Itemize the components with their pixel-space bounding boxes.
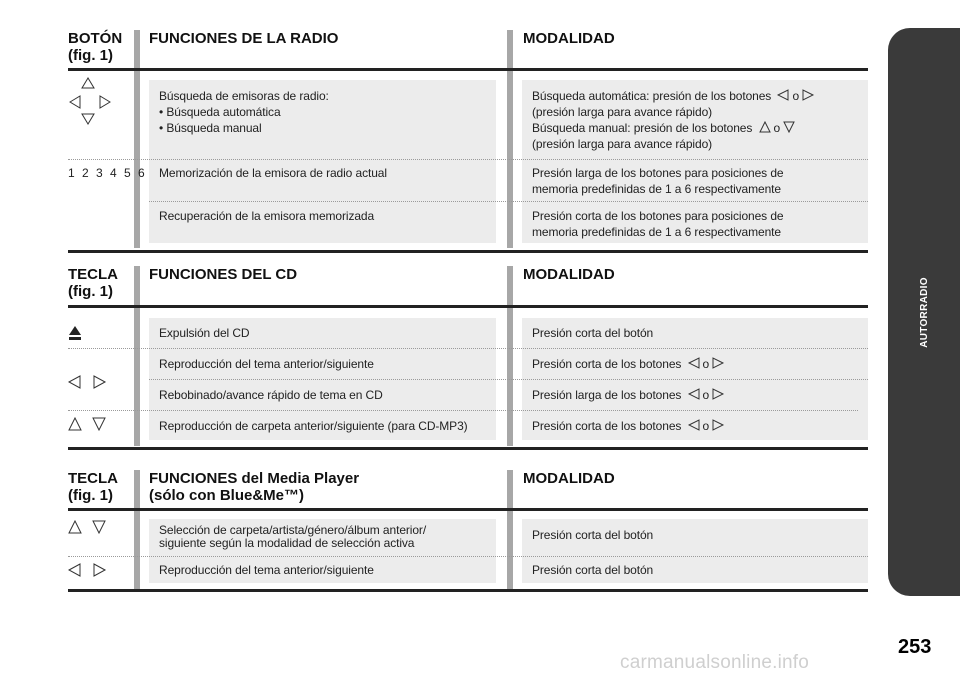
preset-buttons-label: 1 2 3 4 5 6 bbox=[68, 166, 147, 180]
cd-mode-seek: Presión larga de los botones o bbox=[532, 387, 727, 403]
media-col3-header: MODALIDAD bbox=[523, 470, 615, 487]
cd-function-track: Reproducción del tema anterior/siguiente bbox=[159, 357, 374, 371]
row-separator bbox=[68, 410, 858, 411]
row-separator bbox=[68, 348, 868, 349]
row-separator bbox=[68, 159, 868, 160]
radio-function-store: Memorización de la emisora de radio actual bbox=[159, 166, 387, 180]
right-arrow-icon bbox=[712, 388, 724, 400]
left-arrow-icon bbox=[70, 96, 80, 108]
media-mode-select: Presión corta del botón bbox=[532, 528, 654, 542]
column-divider bbox=[507, 470, 513, 590]
up-arrow-icon bbox=[759, 121, 771, 133]
watermark: carmanualsonline.info bbox=[620, 652, 810, 673]
radio-mode-recall: Presión corta de los botones para posiciones de memoria predefinidas de 1 a 6 respectivamente bbox=[532, 209, 784, 239]
down-arrow-icon bbox=[82, 114, 94, 124]
radio-mode-search: Búsqueda automática: presión de los botones o (presión larga para avance rápido) Búsqueda manual: presión de los botones o (presión larga para avance rápido) bbox=[532, 88, 817, 152]
header-rule bbox=[68, 305, 868, 308]
media-mode-track: Presión corta del botón bbox=[532, 563, 654, 577]
row-separator bbox=[149, 379, 868, 380]
cd-mode-eject: Presión corta del botón bbox=[532, 326, 654, 340]
radio-function-recall: Recuperación de la emisora memorizada bbox=[159, 209, 375, 223]
cd-function-seek: Rebobinado/avance rápido de tema en CD bbox=[159, 388, 383, 402]
cd-mode-track: Presión corta de los botones o bbox=[532, 356, 727, 372]
row-separator bbox=[149, 201, 868, 202]
cd-mode-folder: Presión corta de los botones o bbox=[532, 418, 727, 434]
up-down-arrows-icon bbox=[68, 520, 108, 534]
cd-col2-header: FUNCIONES DEL CD bbox=[149, 266, 298, 283]
table-end-rule bbox=[68, 250, 868, 253]
column-divider bbox=[134, 470, 140, 590]
left-right-arrows-icon bbox=[68, 563, 108, 577]
left-arrow-icon bbox=[688, 388, 700, 400]
cd-col3-header: MODALIDAD bbox=[523, 266, 615, 283]
media-function-track: Reproducción del tema anterior/siguiente bbox=[159, 563, 374, 577]
arrow-cluster-icon bbox=[68, 76, 116, 126]
media-col2-header: FUNCIONES del Media Player (sólo con Blue&Me™) bbox=[149, 470, 360, 504]
page-number: 253 bbox=[898, 636, 932, 658]
column-divider bbox=[507, 266, 513, 446]
column-divider bbox=[134, 266, 140, 446]
table-end-rule bbox=[68, 589, 868, 592]
header-rule bbox=[68, 68, 868, 71]
up-arrow-icon bbox=[82, 78, 94, 88]
right-arrow-icon bbox=[802, 89, 814, 101]
cd-function-eject: Expulsión del CD bbox=[159, 326, 250, 340]
radio-function-search: Búsqueda de emisoras de radio: • Búsqueda automática • Búsqueda manual bbox=[159, 89, 329, 135]
up-down-arrows-icon bbox=[68, 417, 108, 431]
eject-icon bbox=[68, 325, 82, 341]
left-right-arrows-icon bbox=[68, 375, 108, 389]
cd-function-folder: Reproducción de carpeta anterior/siguiente (para CD-MP3) bbox=[159, 419, 468, 433]
section-side-tab bbox=[888, 28, 960, 596]
right-arrow-icon bbox=[100, 96, 110, 108]
column-divider bbox=[134, 30, 140, 248]
media-col1-header: TECLA (fig. 1) bbox=[68, 470, 118, 504]
cd-col1-header: TECLA (fig. 1) bbox=[68, 266, 118, 300]
right-arrow-icon bbox=[712, 357, 724, 369]
radio-col1-header: BOTÓN (fig. 1) bbox=[68, 30, 123, 64]
radio-mode-store: Presión larga de los botones para posiciones de memoria predefinidas de 1 a 6 respectivamente bbox=[532, 166, 784, 196]
media-function-select: Selección de carpeta/artista/género/álbum anterior/ siguiente según la modalidad de selección activa bbox=[159, 523, 427, 550]
radio-col3-header: MODALIDAD bbox=[523, 30, 615, 47]
side-tab-label: AUTORRADIO bbox=[918, 276, 930, 348]
row-separator bbox=[68, 556, 868, 557]
right-arrow-icon bbox=[712, 419, 724, 431]
radio-col2-header: FUNCIONES DE LA RADIO bbox=[149, 30, 339, 47]
header-rule bbox=[68, 508, 868, 511]
left-arrow-icon bbox=[688, 419, 700, 431]
table-end-rule bbox=[68, 447, 868, 450]
left-arrow-icon bbox=[688, 357, 700, 369]
down-arrow-icon bbox=[783, 121, 795, 133]
column-divider bbox=[507, 30, 513, 248]
left-arrow-icon bbox=[777, 89, 789, 101]
